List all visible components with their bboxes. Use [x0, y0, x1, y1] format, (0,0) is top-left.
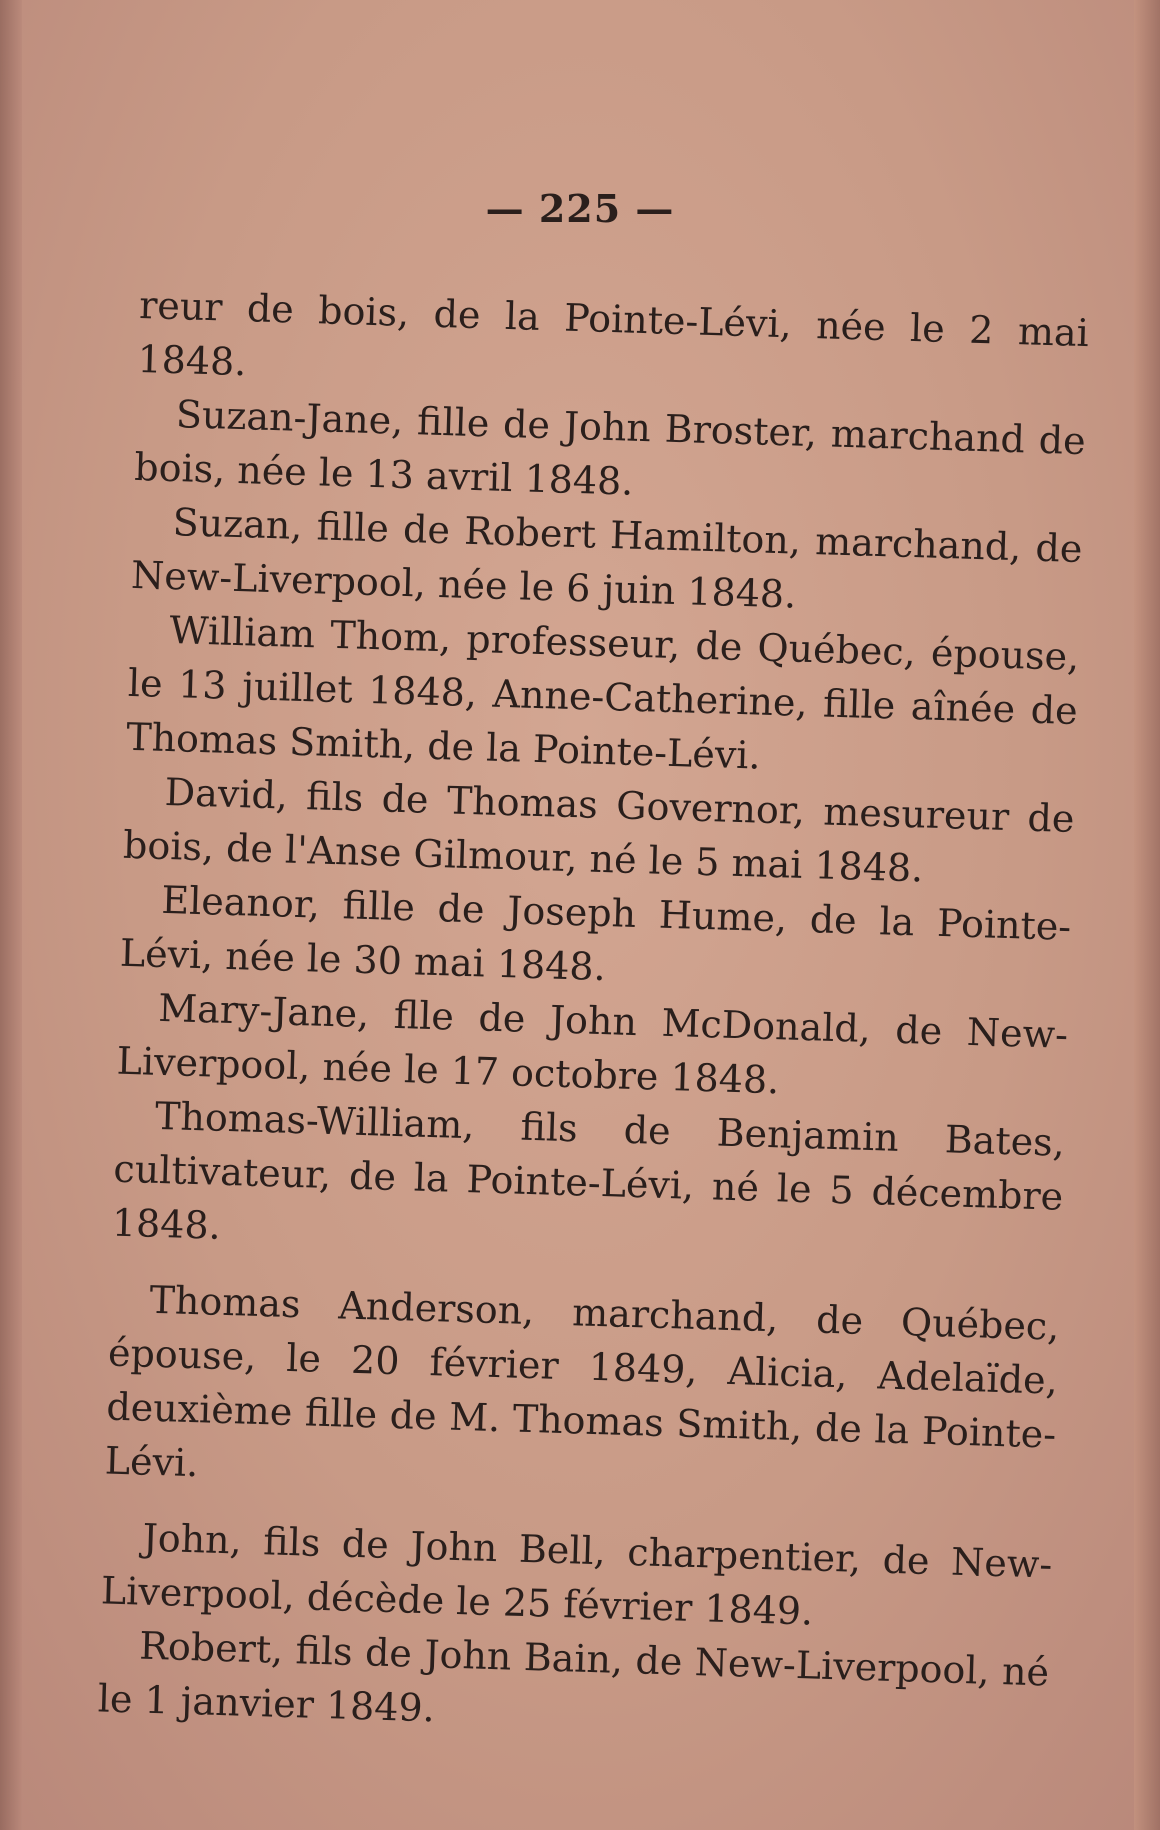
paragraph-continuation: reur de bois, de la Pointe-Lévi, née le 2 mai 1848.	[136, 282, 1090, 385]
paragraph-entry: Thomas-William, fils de Benjamin Bates, cultivateur, de la Pointe-Lévi, né le 5 décembre 1848.	[111, 1093, 1066, 1248]
page-number: — 225 —	[485, 186, 675, 231]
paragraph-entry: Thomas Anderson, marchand, de Québec, épouse, le 20 février 1849, Alicia, Adelaïde, deuxième fille de M. Thomas Smith, de la Pointe-Lévi.	[104, 1277, 1060, 1486]
paragraph-entry: Mary-Jane, flle de John McDonald, de New-Liverpool, née le 17 octobre 1848.	[116, 985, 1069, 1103]
paragraph-entry: Eleanor, fille de Joseph Hume, de la Pointe-Lévi, née le 30 mai 1848.	[119, 877, 1072, 990]
paragraph-entry: Suzan-Jane, fille de John Broster, marchand de bois, née le 13 avril 1848.	[133, 392, 1087, 504]
page-right-edge	[1134, 0, 1160, 1830]
page-body	[97, 278, 1090, 1754]
paragraph-entry: John, fils de John Bell, charpentier, de New-Liverpool, décède le 25 février 1849.	[100, 1515, 1053, 1634]
paragraph-entry: Suzan, fille de Robert Hamilton, marchand, de New-Liverpool, née le 6 juin 1848.	[130, 500, 1084, 617]
paragraph-entry: Robert, fils de John Bain, de New-Liverpool, né le 1 janvier 1849.	[97, 1623, 1050, 1731]
paragraph-entry: William Thom, professeur, de Québec, épouse, le 13 juillet 1848, Anne-Catherine, fille aînée de Thomas Smith, de la Pointe-Lévi.	[125, 608, 1080, 778]
paragraph-entry: David, fils de Thomas Governor, mesureur de bois, de l'Anse Gilmour, né le 5 mai 1848.	[122, 769, 1076, 891]
page-left-edge	[0, 0, 22, 1830]
